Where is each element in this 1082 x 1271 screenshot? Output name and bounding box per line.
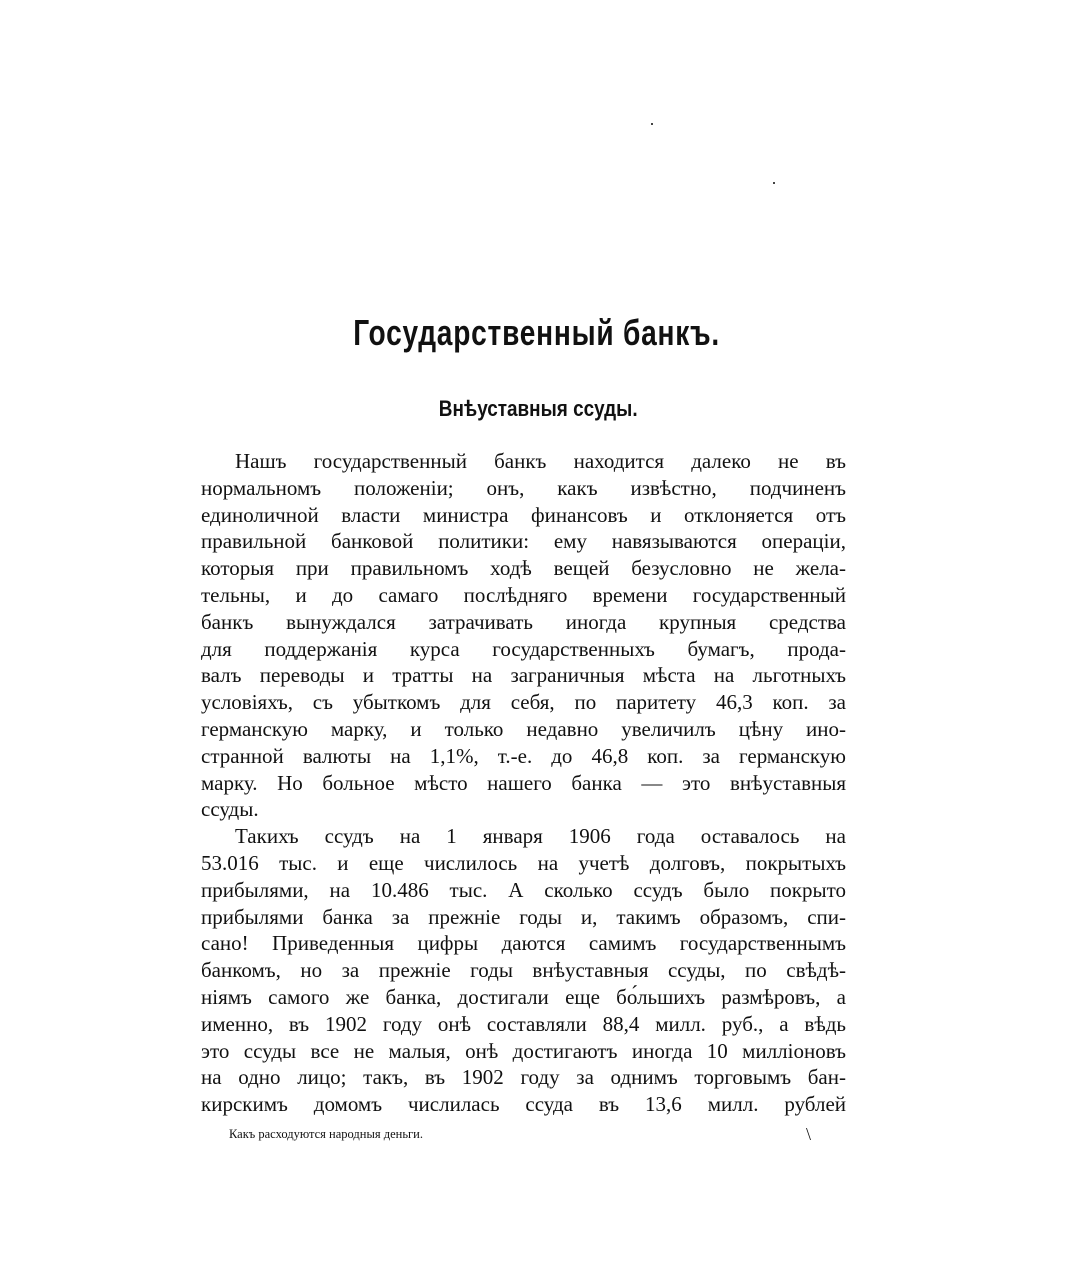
- print-speck: [773, 182, 775, 184]
- paragraph: [201, 448, 846, 823]
- text-line: Нашъ государственный банкъ находится далеко не въ: [235, 449, 846, 473]
- page-title: Государственный банкъ.: [353, 312, 720, 353]
- text-line: прибылями, на 10.486 тыс. А сколько ссудъ было покрыто: [201, 877, 846, 902]
- text-line: это ссуды все не малыя, онѣ достигаютъ иногда 10 милліоновъ: [201, 1038, 846, 1063]
- section-subtitle: Внѣуставныя ссуды.: [438, 396, 638, 421]
- text-line: 53.016 тыс. и еще числилось на учетѣ долговъ, покрытыхъ: [201, 850, 846, 875]
- text-line: правильной банковой политики: ему навязываются операціи,: [201, 529, 846, 554]
- text-line: германскую марку, и только недавно увеличилъ цѣну ино-: [201, 716, 846, 741]
- text-line: условіяхъ, съ убыткомъ для себя, по паритету 46,3 коп. за: [201, 690, 846, 715]
- text-line: которыя при правильномъ ходѣ вещей безусловно не жела-: [201, 556, 846, 581]
- paragraph: [201, 823, 846, 1118]
- text-line: нормальномъ положеніи; онъ, какъ извѣстно, подчиненъ: [201, 475, 846, 500]
- text-line: единоличной власти министра финансовъ и отклоняется отъ: [201, 502, 846, 527]
- signature-mark: \: [806, 1124, 812, 1144]
- text-line: банкомъ, но за прежніе годы внѣуставныя ссуды, по свѣдѣ-: [201, 958, 846, 983]
- text-line: для поддержанія курса государственныхъ бумагъ, прода-: [201, 636, 846, 661]
- text-line: Такихъ ссудъ на 1 января 1906 года оставалось на: [235, 824, 846, 849]
- printer-signature: Какъ расходуются народныя деньги.: [229, 1127, 423, 1141]
- text-line: именно, въ 1902 году онѣ составляли 88,4 милл. руб., а вѣдь: [201, 1011, 846, 1036]
- text-line: валъ переводы и тратты на заграничныя мѣста на льготныхъ: [201, 663, 846, 688]
- text-line: сано! Приведенныя цифры даются самимъ государственнымъ: [201, 931, 846, 956]
- body-text: [201, 448, 846, 1118]
- text-line: на одно лицо; такъ, въ 1902 году за однимъ торговымъ бан-: [201, 1065, 846, 1090]
- text-line: марку. Но больное мѣсто нашего банка — это внѣуставныя: [201, 770, 846, 795]
- text-line: банкъ вынуждался затрачивать иногда крупныя средства: [201, 609, 846, 634]
- text-line: тельны, и до самаго послѣдняго времени государственный: [201, 582, 846, 607]
- text-line: прибылями банка за прежніе годы и, такимъ образомъ, спи-: [201, 904, 846, 929]
- text-line: кирскимъ домомъ числилась ссуда въ 13,6 милл. рублей: [201, 1092, 846, 1117]
- text-line: ссуды.: [201, 797, 259, 822]
- print-speck: [651, 123, 653, 125]
- text-line: странной валюты на 1,1%, т.-е. до 46,8 коп. за германскую: [201, 743, 846, 768]
- text-line: ніямъ самого же банка, достигали еще бо́льшихъ размѣровъ, а: [201, 984, 846, 1009]
